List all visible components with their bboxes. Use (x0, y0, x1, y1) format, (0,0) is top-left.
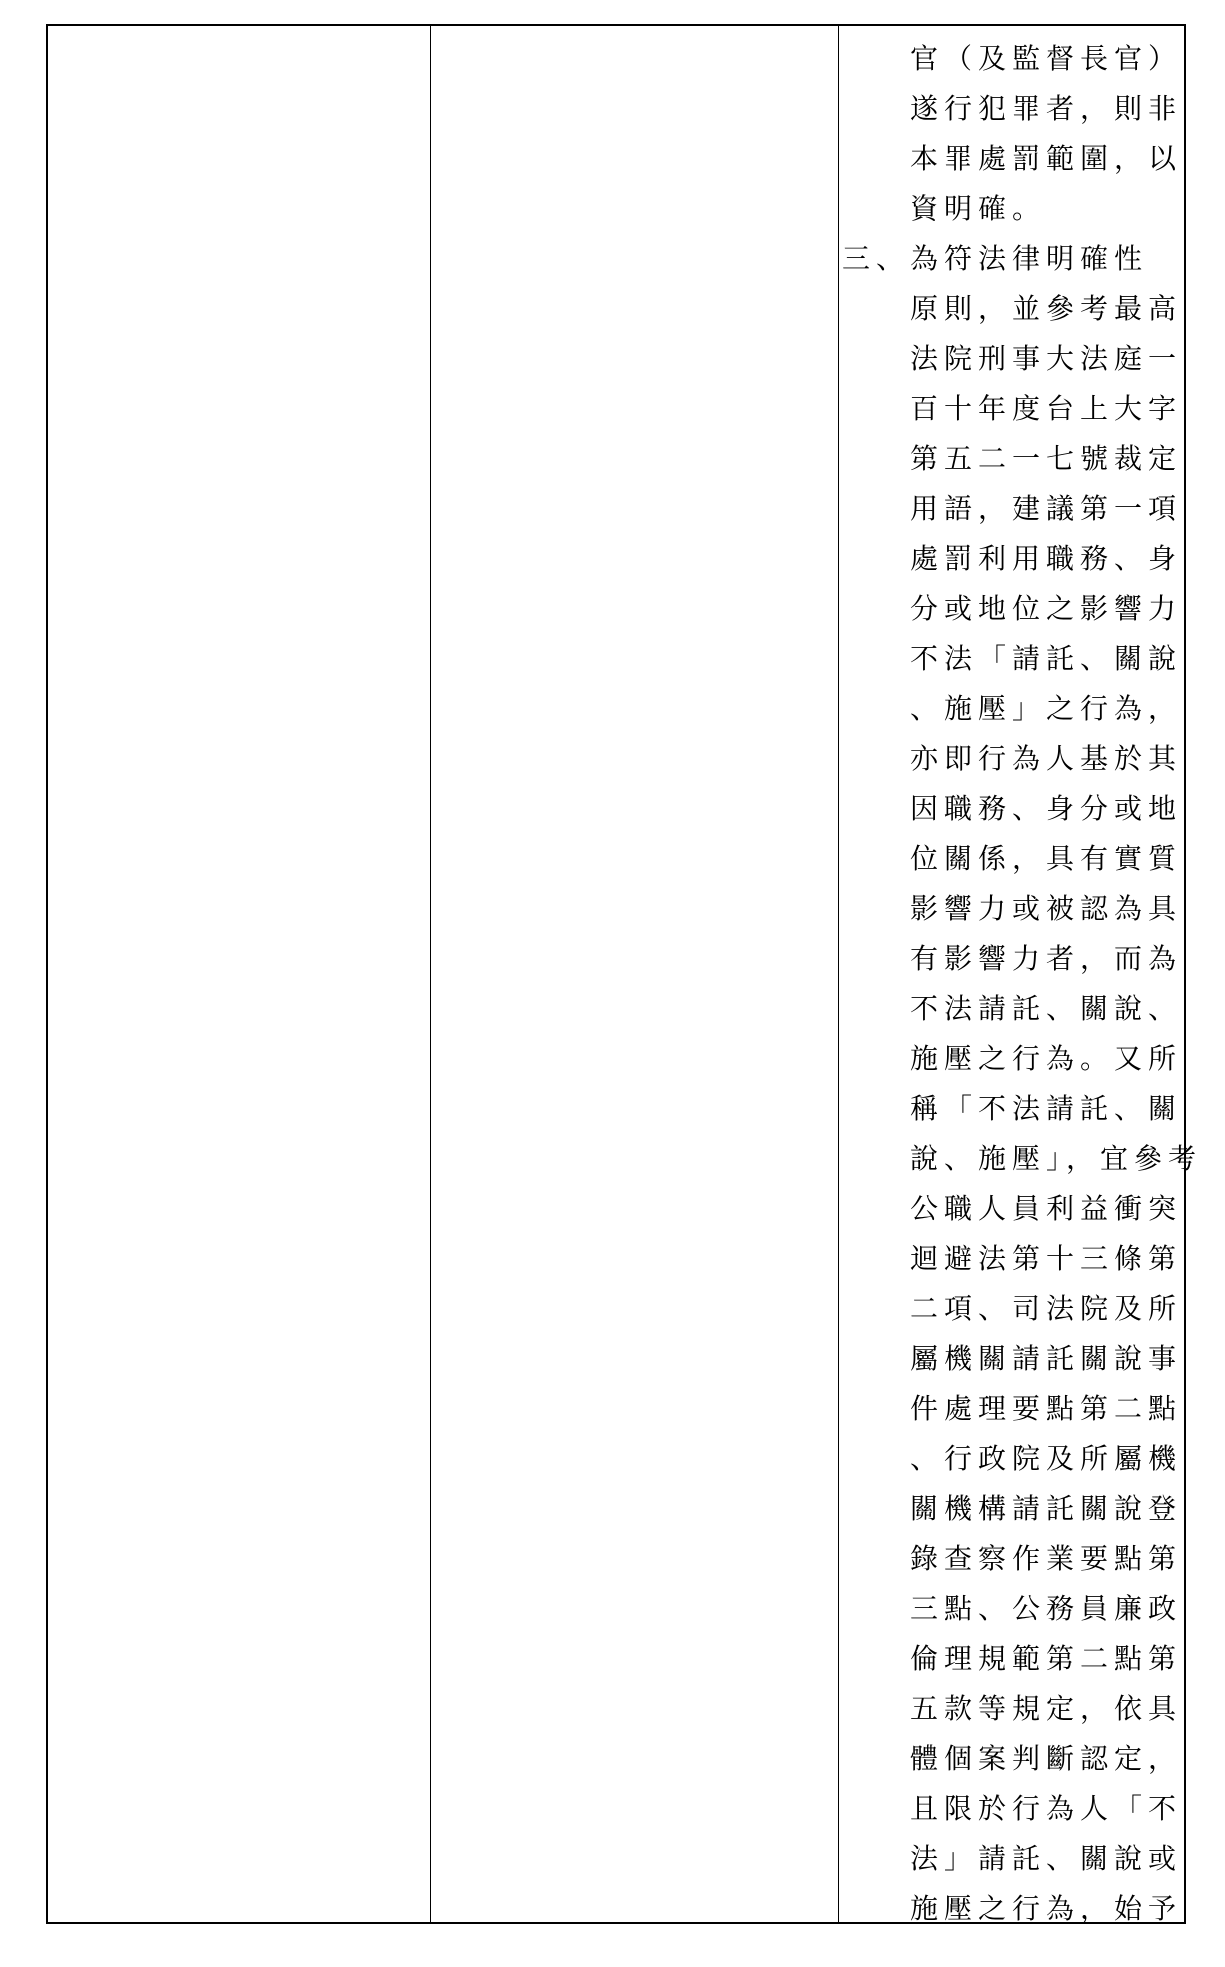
item-3-line: 且限於行為人「不 (910, 1792, 1183, 1825)
continued-line: 官（及監督長官） (910, 42, 1183, 75)
item-3-line: 三點、公務員廉政 (910, 1592, 1183, 1625)
item-3-line: 、施壓」之行為， (910, 692, 1183, 725)
item-3-line: 不法「請託、關說 (910, 642, 1183, 675)
item-3-line: 第五二一七號裁定 (910, 442, 1183, 475)
item-3-line: 處罰利用職務、身 (910, 542, 1183, 575)
item-3-line: 說、施壓」，宜參考 (910, 1142, 1203, 1175)
item-3-line: 關機構請託關說登 (910, 1492, 1183, 1525)
item-3-line: 、行政院及所屬機 (910, 1442, 1183, 1475)
table-column-2 (430, 26, 839, 1922)
comparison-table (46, 24, 1203, 1925)
item-3-line: 影響力或被認為具 (910, 892, 1183, 925)
item-3-line: 為符法律明確性 (910, 242, 1149, 275)
item-3-line: 二項、司法院及所 (910, 1292, 1183, 1325)
item-3-line: 施壓之行為，始予 (910, 1892, 1183, 1925)
item-3-line: 用語，建議第一項 (910, 492, 1183, 525)
item-3-line: 法院刑事大法庭一 (910, 342, 1183, 375)
item-3-line: 迴避法第十三條第 (910, 1242, 1183, 1275)
item-3-line: 公職人員利益衝突 (910, 1192, 1183, 1225)
table-column-1 (48, 26, 431, 1922)
item-3-line: 五款等規定，依具 (910, 1692, 1183, 1725)
item-3-line: 百十年度台上大字 (910, 392, 1183, 425)
item-3-line: 倫理規範第二點第 (910, 1642, 1183, 1675)
table-column-3-explanation (838, 26, 1203, 1925)
item-3-line: 原則，並參考最高 (910, 292, 1183, 325)
continued-line: 資明確。 (910, 192, 1047, 225)
item-3-line: 分或地位之影響力 (910, 592, 1183, 625)
continued-line: 本罪處罰範圍，以 (910, 142, 1183, 175)
item-3-line: 件處理要點第二點 (910, 1392, 1183, 1425)
item-3-line: 有影響力者，而為 (910, 942, 1183, 975)
item-3-line: 因職務、身分或地 (910, 792, 1183, 825)
item-3-line: 錄查察作業要點第 (910, 1542, 1183, 1575)
continued-line: 遂行犯罪者，則非 (910, 92, 1183, 125)
item-3-marker: 三、 (842, 242, 911, 275)
item-3-line: 不法請託、關說、 (910, 992, 1183, 1025)
item-3-line: 亦即行為人基於其 (910, 742, 1183, 775)
item-3-line: 法」請託、關說或 (910, 1842, 1183, 1875)
item-3-line: 稱「不法請託、關 (910, 1092, 1183, 1125)
item-3-line: 屬機關請託關說事 (910, 1342, 1183, 1375)
item-3-line: 施壓之行為。又所 (910, 1042, 1183, 1075)
item-3-line: 位關係，具有實質 (910, 842, 1183, 875)
item-3-line: 體個案判斷認定， (910, 1742, 1183, 1775)
